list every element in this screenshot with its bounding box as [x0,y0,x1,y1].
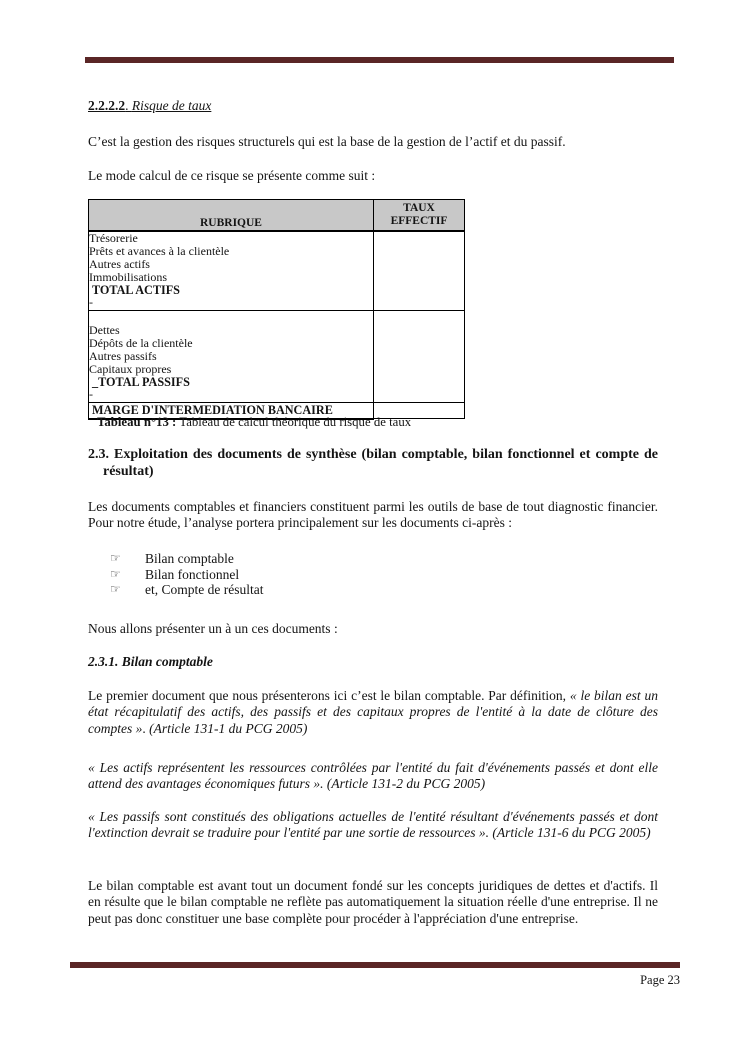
table-row-passifs [89,310,465,402]
pointing-hand-icon: ☞ [110,551,121,565]
line-autres-actifs: Autres actifs [89,256,150,271]
list-item-label: et, Compte de résultat [145,582,264,598]
column-header-rubrique: RUBRIQUE [89,200,374,231]
table-row-actifs [89,231,465,311]
paragraph-documents-comptables: Les documents comptables et financiers constituent parmi les outils de base de tout diagnostic financier. Pour notre étude, l’analyse portera principalement sur les documents ci-après : [88,499,658,531]
paragraph-premier-document [88,688,658,737]
quote-definition-passifs [88,809,658,842]
paragraph-nous-allons: Nous allons présenter un à un ces documents : [88,621,338,636]
premier-dot: . [142,720,150,736]
line-total-passifs: _TOTAL PASSIFS [92,374,190,389]
premier-intro-text: Le premier document que nous présenterons ici c’est le bilan comptable. Par définition, [88,688,570,703]
line-immobilisations: Immobilisations [89,269,167,284]
passifs-taux-cell [374,310,465,402]
line-tresorerie: Trésorerie [89,230,138,245]
list-item-label: Bilan fonctionnel [145,566,240,582]
documents-list [110,551,658,598]
header-double-rule [85,57,674,63]
risk-calc-table [88,199,465,420]
pointing-hand-icon: ☞ [110,582,121,597]
section-heading-bilan-comptable: 2.3.1. Bilan comptable [88,654,213,669]
paragraph-bilan-concepts: Le bilan comptable est avant tout un document fondé sur les concepts juridiques de dettes et d'actifs. Il en résulte que le bilan comptable ne reflète pas automatiquement la situation réelle d'une entreprise. Il ne peut pas donc constituer une base complète pour procéder à l'appréciation d'une entreprise. [88,878,658,926]
list-item [110,567,658,583]
table-header-row [89,200,465,231]
heading-title: Risque de taux [131,98,212,113]
heading-separator: . [125,98,132,113]
line-depots-clientele: Dépôts de la clientèle [89,335,193,350]
table-caption [97,415,411,430]
line-dettes: Dettes [89,322,120,337]
list-item-label: Bilan comptable [145,551,234,566]
marge-intermediation-cell: MARGE D'INTERMEDIATION BANCAIRE [89,402,374,419]
paragraph-mode-calcul: Le mode calcul de ce risque se présente comme suit : [88,168,376,183]
line-dash-passifs: - [89,386,93,401]
line-dash-actifs: - [89,294,93,309]
premier-article-ref: (Article 131-1 du PCG 2005) [149,720,308,736]
risk-calc-table-wrapper [88,199,465,420]
pointing-hand-icon: ☞ [110,566,121,581]
section-heading-exploitation: 2.3. Exploitation des documents de synthèse (bilan comptable, bilan fonctionnel et compte de résultat) [88,447,658,479]
passifs-rubrique-cell [89,310,374,402]
actifs-rubrique-cell [89,231,374,311]
quote-definition-actifs [88,760,658,793]
heading-number: 2.2.2.2 [88,98,126,113]
list-item [110,582,658,598]
footer-double-rule [70,962,680,968]
line-prets-avances: Prêts et avances à la clientèle [89,243,230,258]
table-caption-label: Tableau n°13 : [97,415,177,429]
line-total-actifs: TOTAL ACTIFS [92,282,180,297]
premier-quote-text: « le bilan est un état récapitulatif des actifs, des passifs et des capitaux propres de l'entité à la date de clôture des comptes » [88,688,658,736]
table-caption-text: Tableau de calcul théorique du risque de taux [176,415,412,429]
actifs-article-ref: (Article 131-2 du PCG 2005) [326,776,486,792]
line-capitaux-propres: Capitaux propres [89,361,172,376]
line-autres-passifs: Autres passifs [89,348,157,363]
paragraph-gestion-risques: C’est la gestion des risques structurels qui est la base de la gestion de l’actif et du passif. [88,134,566,149]
actifs-quote-text: « Les actifs représentent les ressources contrôlées par l'entité du fait d'événements passés et dont elle attend des avantages économiques futurs ». [88,760,658,792]
list-item [110,551,658,567]
column-header-taux-effectif: TAUX EFFECTIF [374,200,465,231]
section-heading-risque-de-taux [88,98,658,114]
passifs-quote-text: « Les passifs sont constitués des obligations actuelles de l'entité résultant d'événements passés et dont l'extinction devrait se traduire pour l'entité par une sortie de ressources ». [88,809,658,841]
page-number: Page 23 [640,973,680,987]
passifs-article-ref: (Article 131-6 du PCG 2005) [492,825,651,841]
actifs-taux-cell [374,231,465,311]
